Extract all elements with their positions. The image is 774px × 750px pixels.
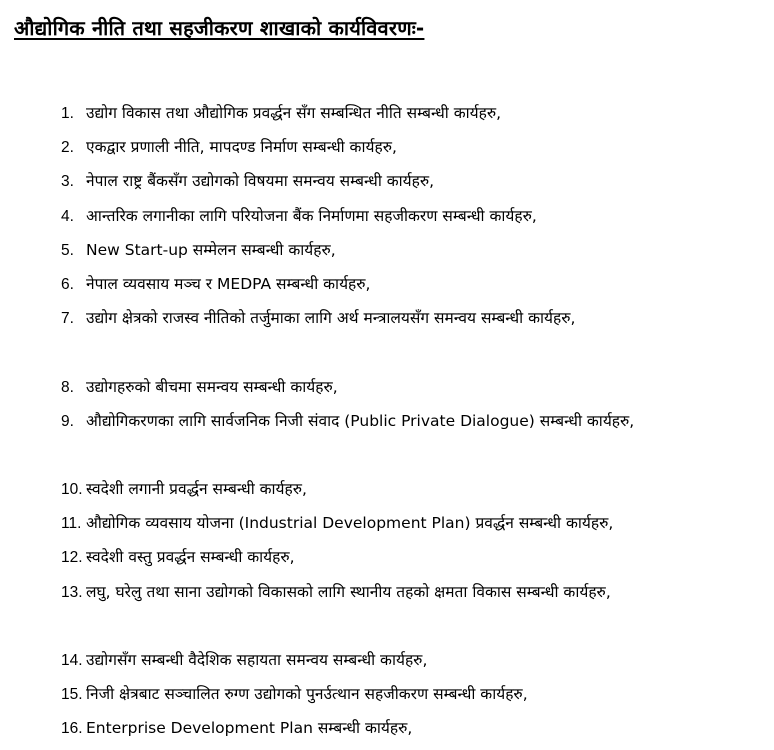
list-item bbox=[0, 237, 774, 271]
item-number: 14. bbox=[61, 652, 83, 670]
item-text: Enterprise Development Plan सम्बन्धी कार्यहरु, bbox=[86, 719, 413, 738]
list-item bbox=[0, 647, 774, 681]
item-number: 5. bbox=[61, 241, 74, 259]
item-number: 4. bbox=[61, 207, 74, 225]
item-number: 13. bbox=[61, 583, 83, 601]
list-item bbox=[0, 476, 774, 510]
item-text: उद्योगसँग सम्बन्धी वैदेशिक सहायता समन्वय सम्बन्धी कार्यहरु, bbox=[86, 651, 428, 670]
list-item bbox=[0, 305, 774, 373]
item-text: औद्योगिक व्यवसाय योजना (Industrial Development Plan) प्रवर्द्धन सम्बन्धी कार्यहरु, bbox=[86, 514, 614, 533]
list-item bbox=[0, 271, 774, 305]
item-number: 12. bbox=[61, 549, 83, 567]
item-number: 9. bbox=[61, 412, 74, 430]
list-item bbox=[0, 134, 774, 168]
item-number: 10. bbox=[61, 481, 83, 499]
list-item bbox=[0, 544, 774, 578]
item-text: उद्योग क्षेत्रको राजस्व नीतिको तर्जुमाका लागि अर्थ मन्त्रालयसँग समन्वय सम्बन्धी कार्यहरु, bbox=[86, 309, 576, 328]
item-number: 1. bbox=[61, 105, 74, 122]
item-text: नेपाल व्यवसाय मञ्च र MEDPA सम्बन्धी कार्यहरु, bbox=[86, 274, 371, 293]
item-number: 7. bbox=[61, 310, 74, 328]
item-number: 6. bbox=[61, 275, 74, 293]
item-text: आन्तरिक लगानीका लागि परियोजना बैंक निर्माणमा सहजीकरण सम्बन्धी कार्यहरु, bbox=[86, 206, 537, 225]
list-item bbox=[0, 374, 774, 408]
item-text: एकद्वार प्रणाली नीति, मापदण्ड निर्माण सम्बन्धी कार्यहरु, bbox=[86, 138, 397, 157]
item-number: 2. bbox=[61, 139, 74, 157]
list-item bbox=[0, 510, 774, 544]
list-item bbox=[0, 100, 774, 134]
item-text: निजी क्षेत्रबाट सञ्चालित रुग्ण उद्योगको पुनर्उत्थान सहजीकरण सम्बन्धी कार्यहरु, bbox=[86, 685, 528, 704]
list-item bbox=[0, 203, 774, 237]
item-text: उद्योग विकास तथा औद्योगिक प्रवर्द्धन सँग सम्बन्धित नीति सम्बन्धी कार्यहरु, bbox=[86, 104, 502, 122]
item-number: 16. bbox=[61, 720, 83, 738]
item-text: लघु, घरेलु तथा साना उद्योगको विकासको लागि स्थानीय तहको क्षमता विकास सम्बन्धी कार्यहरु, bbox=[86, 582, 611, 601]
duty-list bbox=[0, 100, 774, 750]
item-text: उद्योगहरुको बीचमा समन्वय सम्बन्धी कार्यहरु, bbox=[86, 377, 338, 396]
item-number: 15. bbox=[61, 686, 83, 704]
item-text: औद्योगिकरणका लागि सार्वजनिक निजी संवाद (Public Private Dialogue) सम्बन्धी कार्यहरु, bbox=[86, 411, 635, 430]
list-item bbox=[0, 681, 774, 715]
item-text: स्वदेशी वस्तु प्रवर्द्धन सम्बन्धी कार्यहरु, bbox=[86, 548, 295, 567]
list-item bbox=[0, 579, 774, 647]
item-text: नेपाल राष्ट्र बैंकसँग उद्योगको विषयमा समन्वय सम्बन्धी कार्यहरु, bbox=[86, 172, 435, 191]
list-item bbox=[0, 408, 774, 476]
list-item bbox=[0, 715, 774, 749]
item-text: New Start-up सम्मेलन सम्बन्धी कार्यहरु, bbox=[86, 240, 336, 259]
item-text: स्वदेशी लगानी प्रवर्द्धन सम्बन्धी कार्यहरु, bbox=[86, 480, 307, 499]
page-title: औद्योगिक नीति तथा सहजीकरण शाखाको कार्यविवरणः- bbox=[14, 16, 425, 40]
list-item bbox=[0, 168, 774, 202]
item-number: 8. bbox=[61, 378, 74, 396]
item-number: 3. bbox=[61, 173, 74, 191]
item-number: 11. bbox=[61, 515, 82, 533]
